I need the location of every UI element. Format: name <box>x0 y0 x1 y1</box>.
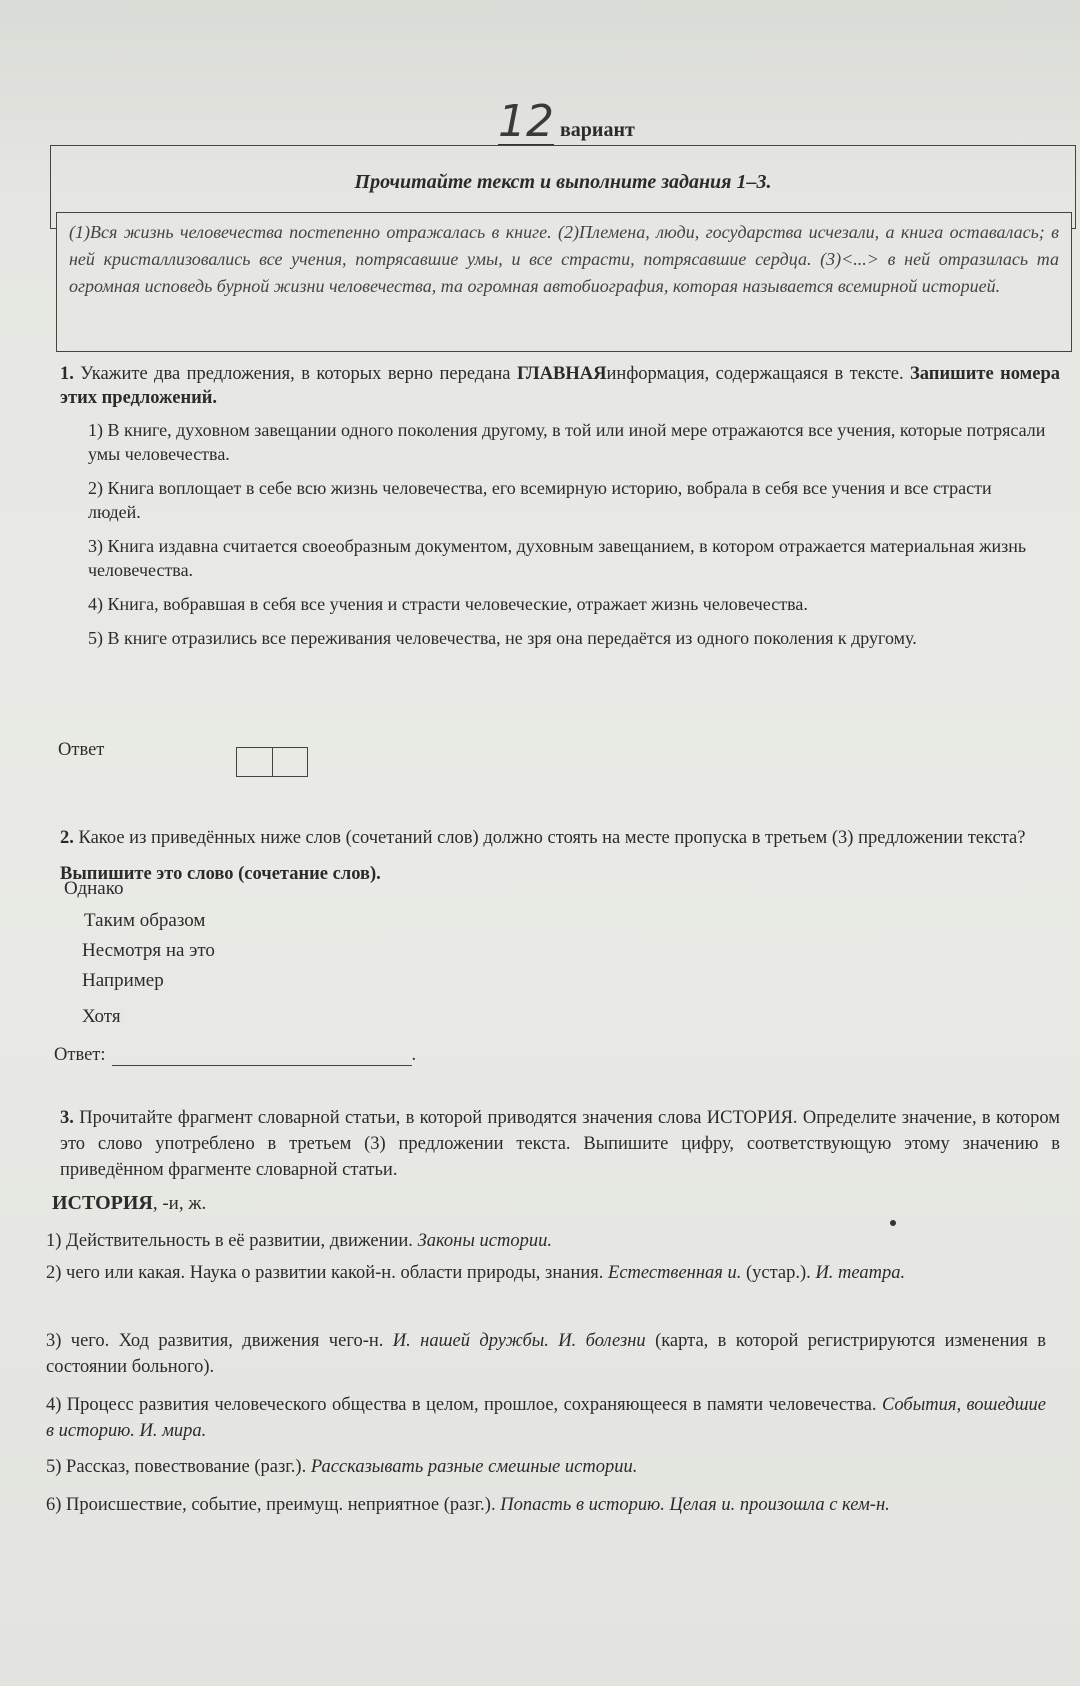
entry-text: 4) Процесс развития человеческого общества в целом, прошлое, сохраняющееся в памяти человечества. <box>46 1395 877 1415</box>
entry-example: Естественная и. <box>608 1263 742 1283</box>
q2-word-1: Однако <box>64 878 124 899</box>
dictionary-entry-4 <box>46 1392 1046 1444</box>
instruction-text: Прочитайте текст и выполните задания 1–3. <box>354 171 772 193</box>
entry-example-2: И. театра. <box>815 1263 906 1283</box>
q2-text-a: Какое из приведённых ниже слов (сочетаний слов) должно стоять на месте пропуска в третьем (3) предложении текста? <box>78 828 1026 848</box>
q3-number: 3. <box>60 1108 74 1128</box>
q1-text-b: ГЛАВНАЯ <box>516 364 607 384</box>
entry-example: События, вошедшие в историю. И. мира. <box>46 1395 1047 1441</box>
entry-example: Рассказывать разные смешные истории. <box>310 1457 638 1477</box>
q1-text-a: Укажите два предложения, в которых верно передана <box>80 364 511 384</box>
entry-tail: (карта, в которой регистрируются изменения в состоянии больного). <box>46 1331 1047 1377</box>
dictionary-headword: ИСТОРИЯ <box>52 1192 153 1214</box>
question-1 <box>60 362 1060 410</box>
entry-text: 5) Рассказ, повествование (разг.). <box>46 1457 307 1477</box>
dictionary-entry-2 <box>46 1260 1046 1286</box>
entry-example: Законы истории. <box>417 1231 552 1251</box>
variant-number: 12 <box>498 96 554 147</box>
dictionary-heading <box>52 1192 206 1215</box>
q2-word-2: Таким образом <box>84 910 206 931</box>
answer-cell[interactable] <box>273 748 308 776</box>
q1-options <box>88 418 1048 660</box>
answer-cell[interactable] <box>237 748 273 776</box>
variant-heading <box>498 96 635 147</box>
entry-example: Попасть в историю. Целая и. произошла с кем-н. <box>500 1495 890 1515</box>
q2-word-3: Несмотря на это <box>82 940 215 961</box>
entry-text: 1) Действительность в её развитии, движении. <box>46 1231 413 1251</box>
dictionary-entry-6 <box>46 1492 1046 1518</box>
q2-number: 2. <box>60 828 74 848</box>
q1-answer-label: Ответ <box>58 740 105 760</box>
dictionary-entry-1 <box>46 1228 1046 1254</box>
q1-number: 1. <box>60 364 74 384</box>
ink-dot <box>890 1220 896 1226</box>
q1-option-5: 5) В книге отразились все переживания человечества, не зря она передаётся из одного поколения к другому. <box>88 628 917 648</box>
entry-text: 6) Происшествие, событие, преимущ. неприятное (разг.). <box>46 1495 496 1515</box>
entry-tail: (устар.). <box>746 1263 811 1283</box>
reading-text: (1)Вся жизнь человечества постепенно отражалась в книге. (2)Племена, люди, государства исчезали, а книга оставалась; в ней кристаллизовались все учения, потрясавшие умы, и все страсти, потрясавшие сердца. (3)<...> в ней отразилась та огромная исповедь бурной жизни человечества, та огромная автобиография, которая называется всемирной историей. <box>56 212 1072 352</box>
q2-answer-end: . <box>411 1045 417 1065</box>
dictionary-grammar: , -и, ж. <box>152 1193 207 1214</box>
variant-label: вариант <box>560 119 635 141</box>
entry-text: 2) чего или какая. Наука о развитии какой-н. области природы, знания. <box>46 1263 604 1283</box>
q2-answer-label: Ответ: <box>54 1045 106 1065</box>
q2-text-b: Выпишите это слово (сочетание слов). <box>60 864 381 884</box>
dictionary-entry-3 <box>46 1328 1046 1380</box>
q1-option-4: 4) Книга, вобравшая в себя все учения и страсти человеческие, отражает жизнь человечества. <box>88 594 808 614</box>
q1-text-d: Запишите номера этих предложений. <box>60 364 1061 408</box>
question-3 <box>60 1105 1060 1183</box>
dictionary-entry-5 <box>46 1454 1046 1480</box>
question-2 <box>60 820 1060 892</box>
q1-option-2: 2) Книга воплощает в себе всю жизнь человечества, его всемирную историю, вобрала в себя все учения и все страсти людей. <box>88 478 992 522</box>
q1-option-1: 1) В книге, духовном завещании одного поколения другому, в той или иной мере отражаются все учения, которые потрясали умы человечества. <box>88 420 1046 464</box>
entry-text: 3) чего. Ход развития, движения чего-н. <box>46 1331 384 1351</box>
q2-word-5: Хотя <box>82 1006 121 1027</box>
q2-word-4: Например <box>82 970 164 991</box>
q1-answer-boxes[interactable] <box>236 747 308 777</box>
q3-text: Прочитайте фрагмент словарной статьи, в которой приводятся значения слова ИСТОРИЯ. Определите значение, в котором это слово употреблено в третьем (3) предложении текста. Выпишите цифру, соответствующую этому значению в приведённом фрагменте словарной статьи. <box>60 1108 1060 1180</box>
q1-option-3: 3) Книга издавна считается своеобразным документом, духовным завещанием, в котором отражается материальная жизнь человечества. <box>88 536 1027 580</box>
q2-answer-line[interactable] <box>112 1043 412 1066</box>
entry-example: И. нашей дружбы. И. болезни <box>392 1331 646 1351</box>
q1-text-c: информация, содержащаяся в тексте. <box>606 364 904 384</box>
q2-answer <box>54 1043 416 1066</box>
